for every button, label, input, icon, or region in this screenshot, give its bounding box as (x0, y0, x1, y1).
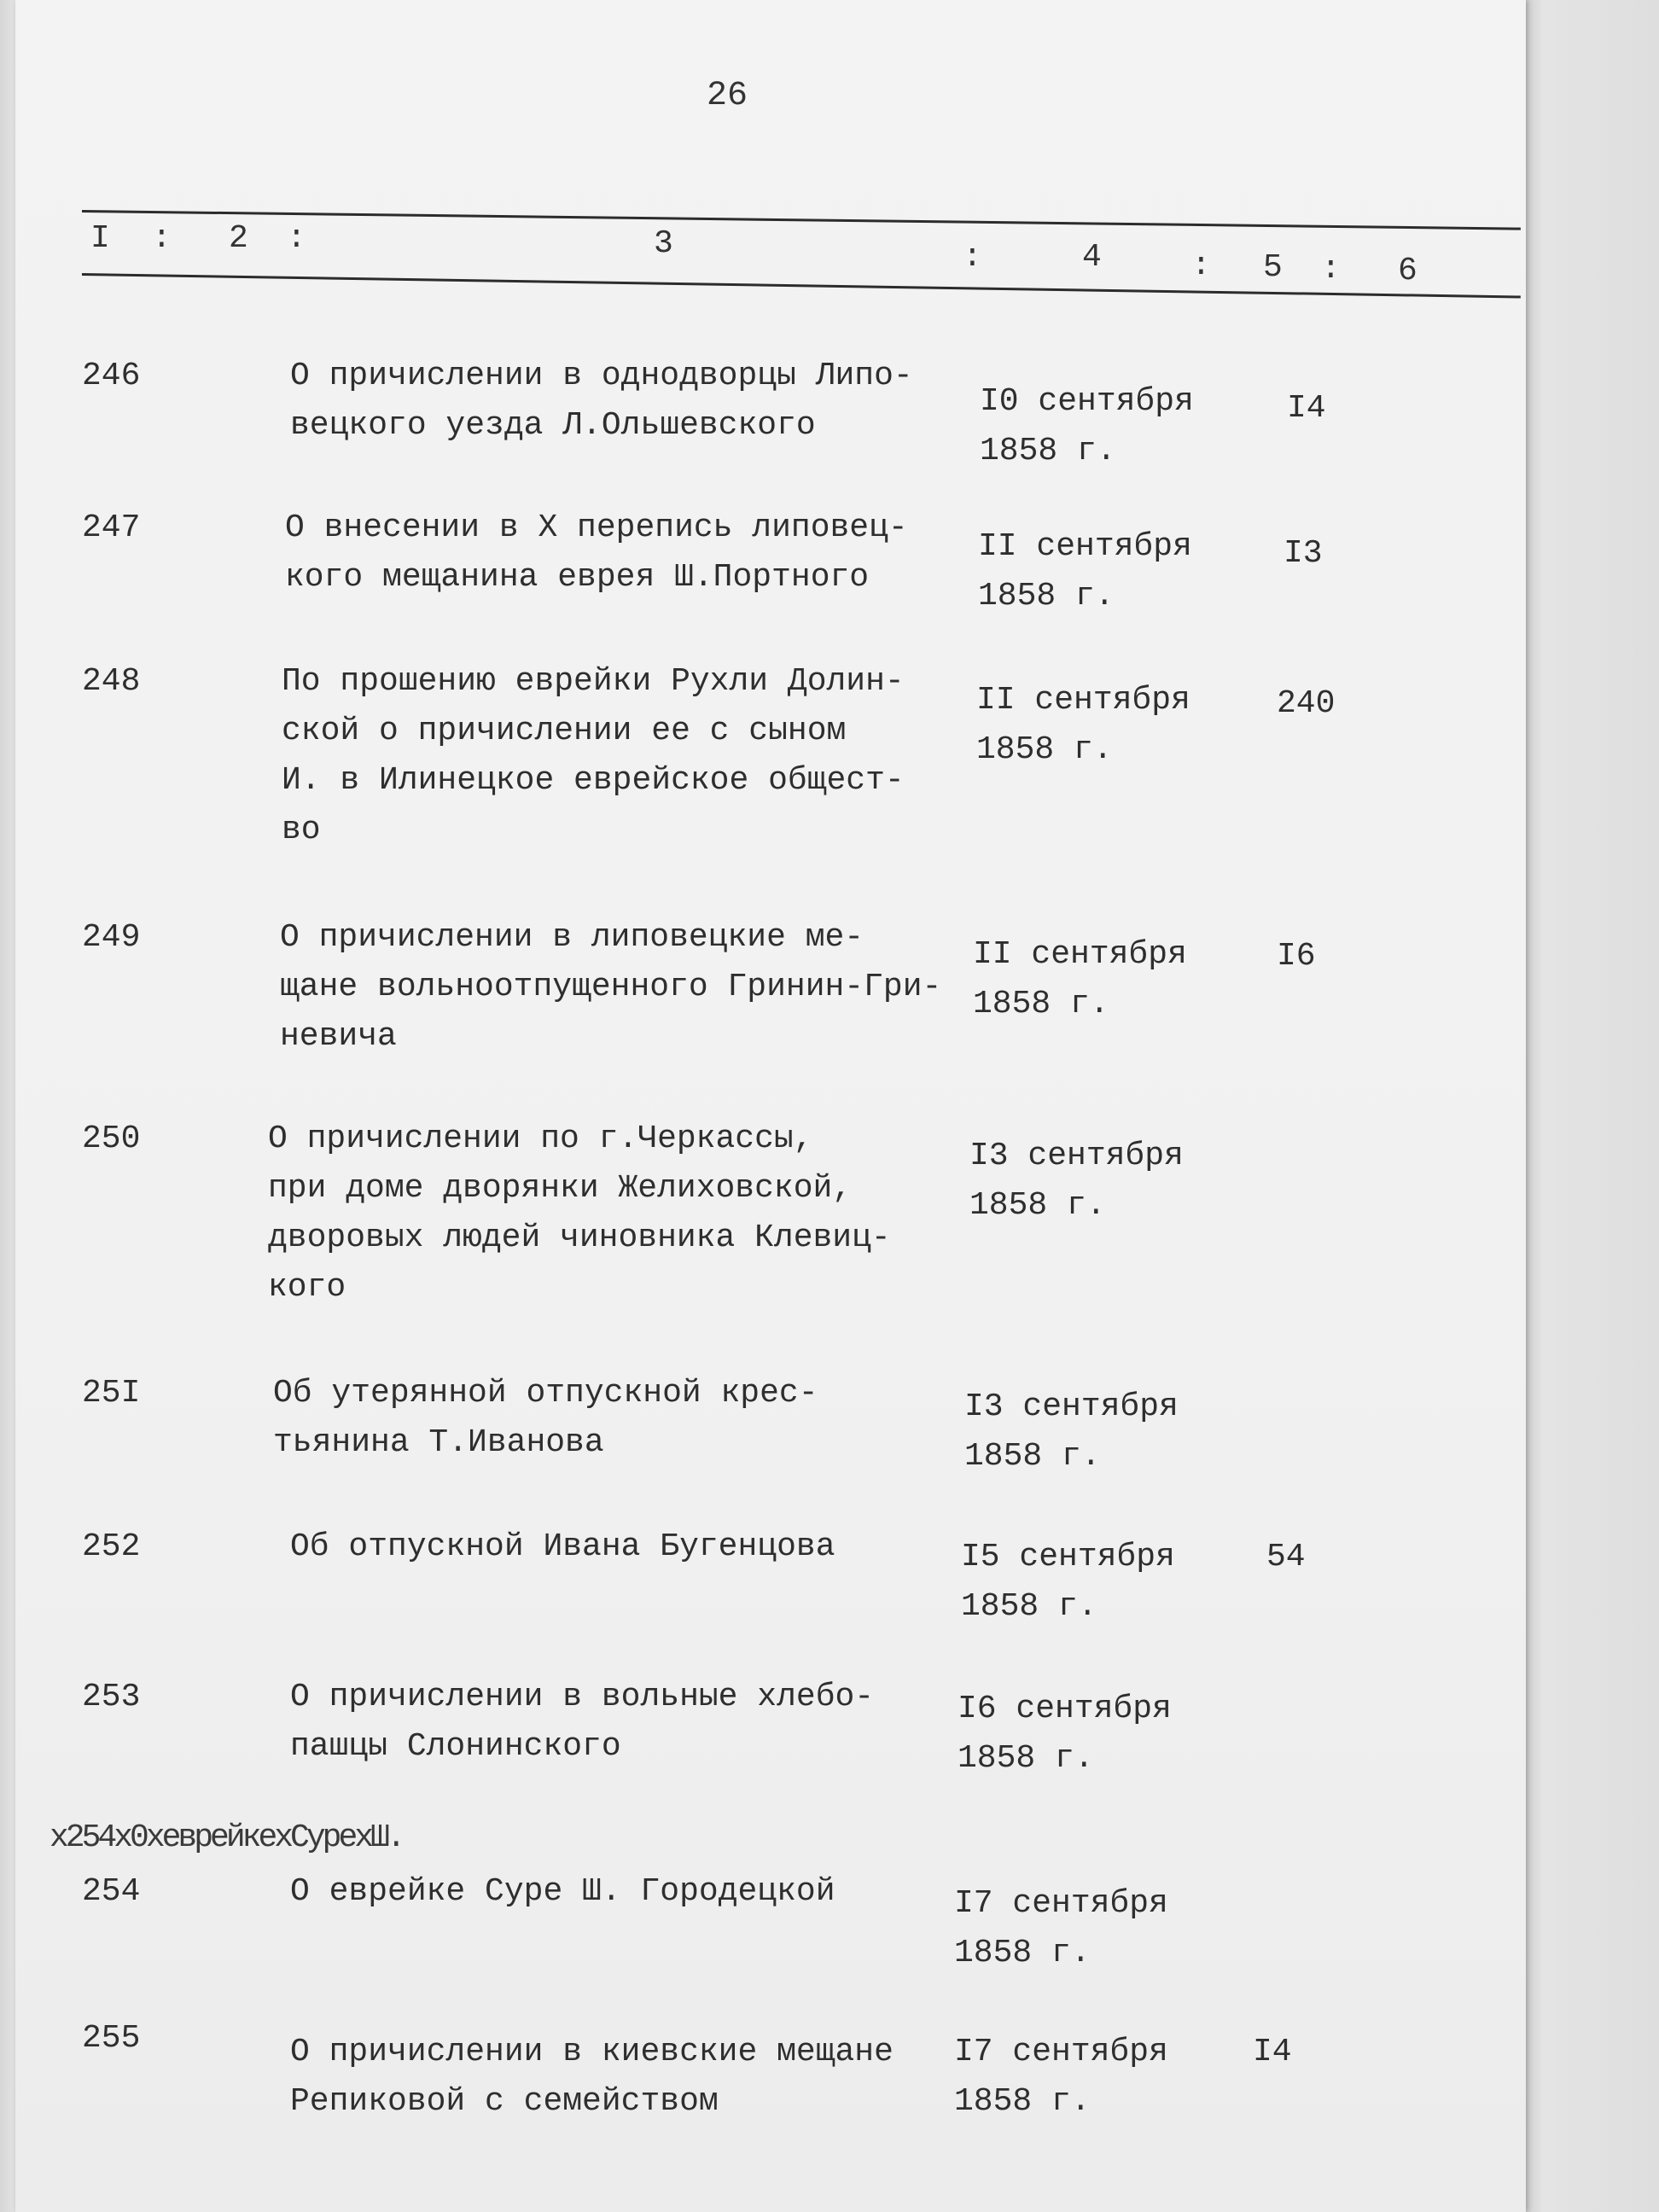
entry-date: I7 сентября 1858 г. (954, 2034, 1168, 2120)
entry-sheet: I4 (1253, 2034, 1292, 2070)
col-separator: : (287, 220, 306, 257)
entry-number: 250 (82, 1121, 141, 1157)
col-header-4: 4 (1082, 239, 1102, 276)
entry-sheet: 54 (1266, 1539, 1306, 1575)
entry-title: О причислении по г.Черкассы, при доме дворянки Желиховской, дворовых людей чиновника Клевиц- кого (268, 1121, 891, 1306)
entry-date: II сентября 1858 г. (978, 528, 1192, 614)
struck-through-typo-line: x254x0xевpейкеxСуреxШ. (49, 1819, 403, 1856)
entry-date: I7 сентября 1858 г. (954, 1885, 1168, 1971)
col-header-2: 2 (229, 220, 248, 257)
entry-title: Об отпускной Ивана Бугенцова (290, 1528, 835, 1565)
col-header-6: 6 (1398, 253, 1417, 289)
col-separator: : (152, 220, 172, 257)
entry-title: О причислении в однодворцы Липо- вецкого уезда Л.Ольшевского (290, 358, 913, 444)
entry-date: I5 сентября 1858 г. (961, 1539, 1175, 1625)
col-header-5: 5 (1263, 249, 1283, 286)
entry-title: О причислении в киевские мещане Репиковой с семейством (290, 2034, 894, 2120)
entry-sheet: I3 (1284, 535, 1323, 572)
entry-number: 247 (82, 509, 141, 546)
page-number: 26 (707, 77, 748, 115)
entry-sheet: I6 (1277, 938, 1316, 975)
entry-title: О еврейке Суре Ш. Городецкой (290, 1873, 835, 1910)
table-header-rule (82, 273, 1521, 298)
document-page (15, 0, 1526, 2212)
entry-sheet: 240 (1277, 685, 1336, 722)
entry-title: По прошению еврейки Рухли Долин- ской о причислении ее с сыном И. в Илинецкое еврейское общест- во (282, 663, 905, 848)
col-header-3: 3 (654, 225, 673, 262)
entry-title: О причислении в липовецкие ме- щане вольноотпущенного Гринин-Гри- невича (280, 919, 942, 1055)
entry-number: 25I (82, 1375, 141, 1412)
entry-title: О причислении в вольные хлебо- пашцы Слонинского (290, 1679, 875, 1765)
entry-number: 255 (82, 2020, 141, 2057)
entry-date: II сентября 1858 г. (973, 936, 1187, 1022)
entry-date: I6 сентября 1858 г. (958, 1691, 1172, 1777)
entry-date: I3 сентября 1858 г. (964, 1388, 1179, 1475)
col-separator: : (1191, 247, 1211, 284)
entry-number: 248 (82, 663, 141, 700)
col-separator: : (1321, 251, 1341, 288)
entry-number: 246 (82, 358, 141, 394)
entry-date: I3 сентября 1858 г. (969, 1138, 1184, 1224)
entry-number: 253 (82, 1679, 141, 1715)
entry-sheet: I4 (1287, 390, 1326, 427)
next-page-edge (1526, 0, 1659, 2212)
entry-number: 249 (82, 919, 141, 956)
entry-title: Об утерянной отпускной крес- тьянина Т.Иванова (273, 1375, 818, 1461)
entry-date: II сентября 1858 г. (976, 682, 1190, 768)
entry-date: I0 сентября 1858 г. (980, 383, 1194, 469)
entry-number: 252 (82, 1528, 141, 1565)
col-separator: : (963, 239, 982, 276)
col-header-1: I (90, 220, 110, 257)
entry-number: 254 (82, 1873, 141, 1910)
entry-title: О внесении в X перепись липовец- кого мещанина еврея Ш.Портного (285, 509, 908, 596)
